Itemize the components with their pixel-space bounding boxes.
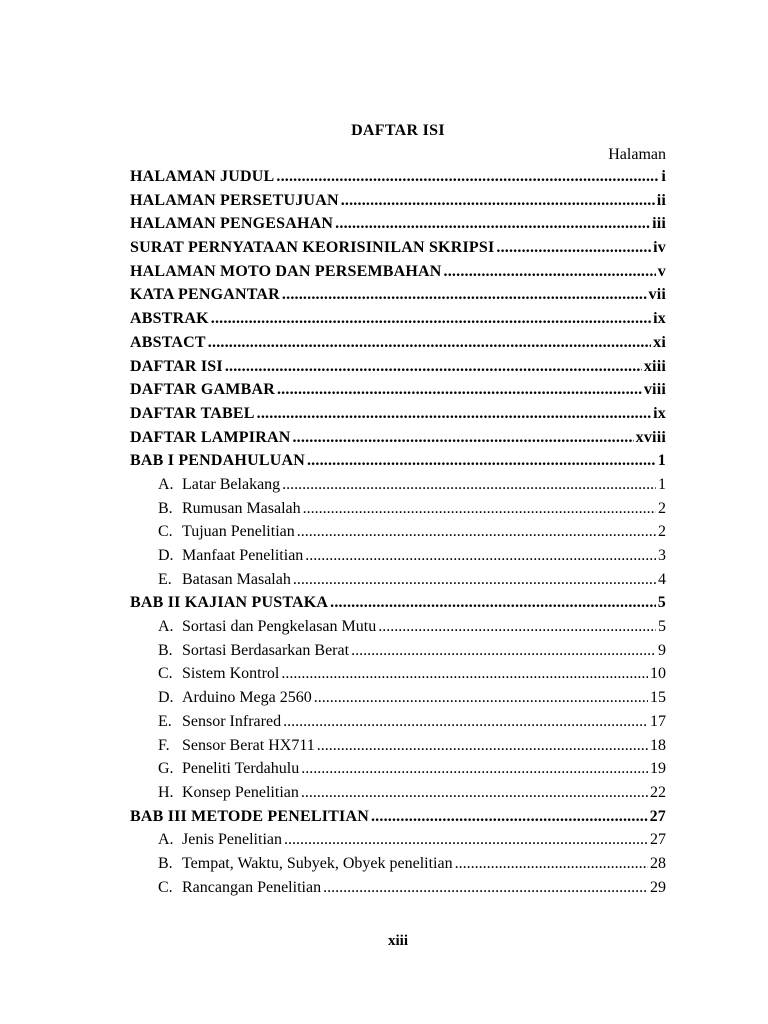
dot-leader — [301, 784, 648, 802]
toc-entry-letter: E. — [158, 712, 172, 730]
dot-leader — [277, 381, 642, 399]
dot-leader — [496, 239, 651, 257]
table-of-contents — [130, 168, 666, 902]
toc-entry-page: xiii — [643, 357, 666, 375]
toc-entry — [130, 665, 666, 689]
toc-entry-letter: G. — [158, 760, 174, 778]
toc-entry-page: 22 — [650, 783, 666, 801]
toc-entry — [130, 215, 666, 239]
toc-entry-page: ii — [656, 191, 666, 209]
dot-leader — [292, 429, 633, 447]
toc-entry — [130, 737, 666, 761]
toc-entry-label: Arduino Mega 2560 — [182, 689, 312, 707]
toc-entry — [130, 855, 666, 879]
toc-entry-label: DAFTAR TABEL — [130, 404, 255, 422]
toc-entry — [130, 594, 666, 618]
toc-entry-label: HALAMAN MOTO DAN PERSEMBAHAN — [130, 262, 442, 280]
toc-entry-label: HALAMAN JUDUL — [130, 168, 275, 185]
toc-entry-label: ABSTACT — [130, 333, 206, 351]
page-column-header: Halaman — [608, 146, 666, 163]
dot-leader — [283, 713, 648, 731]
toc-entry-page: 18 — [650, 736, 666, 754]
toc-entry-page: ix — [653, 404, 666, 422]
toc-entry — [130, 381, 666, 405]
toc-entry-page: 27 — [650, 831, 666, 849]
dot-leader — [301, 760, 648, 778]
toc-entry-page: 15 — [650, 689, 666, 707]
toc-entry-letter: C. — [158, 523, 173, 541]
toc-entry — [130, 500, 666, 524]
dot-leader — [330, 594, 656, 612]
toc-entry-letter: C. — [158, 878, 173, 896]
toc-entry-label: KATA PENGANTAR — [130, 286, 280, 304]
dot-leader — [281, 665, 648, 683]
dot-leader — [276, 168, 659, 186]
toc-entry-page: viii — [643, 381, 666, 399]
toc-entry-page: xviii — [635, 428, 666, 446]
toc-entry-label: Sistem Kontrol — [182, 665, 280, 683]
toc-entry-label: Batasan Masalah — [182, 570, 291, 588]
toc-entry-page: 9 — [658, 641, 666, 659]
toc-entry-page: 5 — [657, 594, 666, 612]
toc-entry — [130, 310, 666, 334]
dot-leader — [455, 855, 648, 873]
toc-entry-page: vii — [648, 286, 666, 304]
page-title: DAFTAR ISI — [351, 122, 445, 139]
toc-entry-label: DAFTAR ISI — [130, 357, 223, 375]
dot-leader — [314, 689, 648, 707]
toc-entry-letter: B. — [158, 641, 173, 659]
toc-entry-label: Jenis Penelitian — [182, 831, 282, 849]
toc-entry-label: BAB I PENDAHULUAN — [130, 452, 305, 470]
dot-leader — [297, 523, 656, 541]
dot-leader — [208, 334, 651, 352]
toc-entry — [130, 713, 666, 737]
toc-entry — [130, 831, 666, 855]
toc-entry — [130, 784, 666, 808]
dot-leader — [211, 310, 651, 328]
dot-leader — [284, 831, 648, 849]
dot-leader — [444, 263, 656, 281]
toc-entry-page: iii — [652, 215, 666, 233]
toc-entry — [130, 642, 666, 666]
toc-entry-label: Rumusan Masalah — [182, 499, 301, 517]
toc-entry-letter: B. — [158, 499, 173, 517]
toc-entry — [130, 358, 666, 382]
toc-entry-page: 2 — [658, 523, 666, 541]
dot-leader — [282, 476, 656, 494]
toc-entry-letter: A. — [158, 831, 174, 849]
toc-entry — [130, 523, 666, 547]
toc-entry-page: v — [657, 262, 666, 280]
toc-entry-label: Rancangan Penelitian — [182, 878, 322, 896]
dot-leader — [307, 452, 656, 470]
toc-entry — [130, 571, 666, 595]
toc-entry-letter: A. — [158, 475, 174, 493]
toc-entry-label: HALAMAN PENGESAHAN — [130, 215, 334, 233]
toc-entry-page: 10 — [650, 665, 666, 683]
toc-entry-label: SURAT PERNYATAAN KEORISINILAN SKRIPSI — [130, 239, 495, 257]
toc-entry-page: iv — [653, 239, 666, 257]
toc-entry-page: 1 — [657, 452, 666, 470]
toc-entry-page: 28 — [650, 854, 666, 872]
toc-entry — [130, 547, 666, 571]
toc-entry-label: Sortasi dan Pengkelasan Mutu — [182, 618, 377, 636]
toc-entry — [130, 689, 666, 713]
toc-entry-letter: C. — [158, 665, 173, 683]
toc-entry-page: i — [661, 168, 666, 185]
toc-entry-label: HALAMAN PERSETUJUAN — [130, 191, 339, 209]
toc-entry — [130, 168, 666, 192]
toc-entry-page: 3 — [658, 547, 666, 564]
toc-entry-page: 29 — [650, 878, 666, 896]
toc-entry — [130, 879, 666, 903]
toc-entry — [130, 808, 666, 832]
toc-entry-label: Sensor Infrared — [182, 712, 282, 730]
toc-entry-page: 17 — [650, 712, 666, 730]
toc-entry-page: 1 — [658, 475, 666, 493]
toc-entry-label: Tempat, Waktu, Subyek, Obyek penelitian — [182, 854, 453, 872]
toc-entry — [130, 760, 666, 784]
toc-entry — [130, 618, 666, 642]
toc-entry-page: ix — [653, 310, 666, 328]
toc-entry-page: 2 — [658, 499, 666, 517]
dot-leader — [335, 215, 650, 233]
dot-leader — [225, 358, 642, 376]
toc-entry-label: Sensor Berat HX711 — [182, 736, 315, 754]
dot-leader — [371, 808, 648, 826]
toc-entry-label: BAB II KAJIAN PUSTAKA — [130, 594, 329, 612]
toc-entry-letter: E. — [158, 570, 172, 588]
toc-entry-page: 19 — [650, 760, 666, 778]
dot-leader — [257, 405, 651, 423]
toc-entry-page: xi — [653, 333, 666, 351]
dot-leader — [317, 737, 648, 755]
dot-leader — [303, 500, 656, 518]
dot-leader — [378, 618, 656, 636]
toc-entry-page: 4 — [658, 570, 666, 588]
toc-entry-letter: A. — [158, 618, 174, 636]
toc-entry — [130, 405, 666, 429]
toc-entry — [130, 239, 666, 263]
toc-entry — [130, 452, 666, 476]
toc-entry — [130, 476, 666, 500]
dot-leader — [282, 286, 647, 304]
toc-entry — [130, 334, 666, 358]
toc-entry-label: DAFTAR LAMPIRAN — [130, 428, 291, 446]
toc-entry-letter: D. — [158, 689, 174, 707]
toc-entry-letter: D. — [158, 547, 174, 564]
toc-entry-page: 5 — [658, 618, 666, 636]
toc-entry-label: Sortasi Berdasarkan Berat — [182, 641, 350, 659]
toc-entry-label: Tujuan Penelitian — [182, 523, 295, 541]
toc-entry-label: Konsep Penelitian — [182, 783, 299, 801]
toc-entry-label: DAFTAR GAMBAR — [130, 381, 275, 399]
dot-leader — [305, 547, 656, 565]
toc-entry — [130, 192, 666, 216]
toc-entry-label: Latar Belakang — [182, 475, 281, 493]
dot-leader — [323, 879, 648, 897]
toc-entry — [130, 263, 666, 287]
toc-entry — [130, 286, 666, 310]
toc-entry-label: Peneliti Terdahulu — [182, 760, 300, 778]
toc-entry-label: BAB III METODE PENELITIAN — [130, 807, 369, 825]
toc-entry-page: 27 — [649, 807, 666, 825]
toc-entry-letter: H. — [158, 783, 174, 801]
dot-leader — [351, 642, 656, 660]
toc-entry-letter: B. — [158, 854, 173, 872]
toc-entry — [130, 429, 666, 453]
dot-leader — [341, 192, 655, 210]
toc-entry-label: ABSTRAK — [130, 310, 209, 328]
toc-entry-label: Manfaat Penelitian — [182, 547, 304, 564]
page-number: xiii — [387, 933, 408, 949]
dot-leader — [293, 571, 656, 589]
toc-entry-letter: F. — [158, 736, 170, 754]
